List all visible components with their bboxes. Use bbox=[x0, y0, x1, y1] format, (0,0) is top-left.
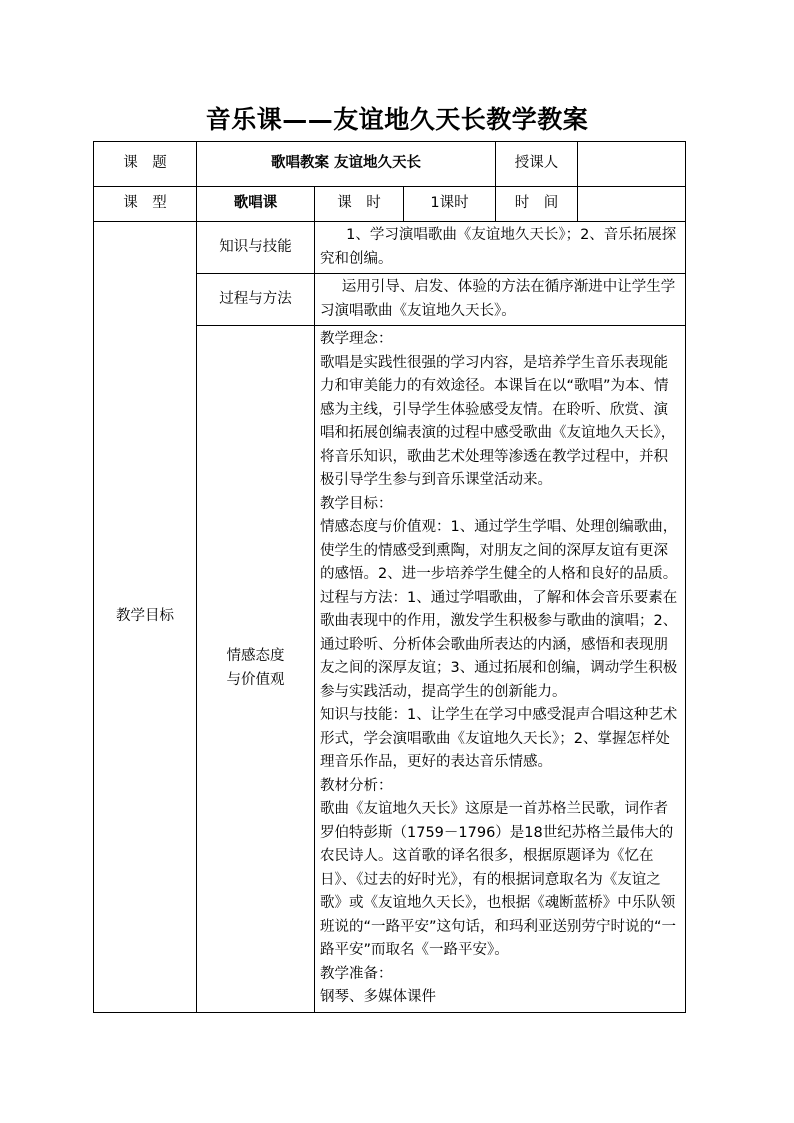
paragraph: 钢琴、多媒体课件 bbox=[320, 989, 436, 1005]
type-label: 课 型 bbox=[94, 187, 197, 222]
paragraph: 教学理念： bbox=[320, 331, 393, 347]
process-label: 过程与方法 bbox=[197, 274, 315, 326]
paragraph: 过程与方法：1、通过学唱歌曲，了解和体会音乐要素在歌曲表现中的作用，激发学生积极参与歌曲的演唱；2、通过聆听、分析体会歌曲所表达的内涵，感悟和表现朋友之间的深厚友谊；3、通过拓展和创编，调动学生积极参与实践活动，提高学生的创新能力。 bbox=[320, 589, 678, 700]
type-row bbox=[94, 187, 686, 222]
time-value bbox=[578, 187, 686, 222]
paragraph: 教学准备： bbox=[320, 965, 393, 982]
document-title: 音乐课——友谊地久天长教学教案 bbox=[205, 105, 589, 134]
hours-label: 课 时 bbox=[315, 187, 404, 222]
process-paragraph: 运用引导、启发、体验的方法在循序渐进中让学生学习演唱歌曲《友谊地久天长》。 bbox=[320, 279, 676, 319]
knowledge-row bbox=[94, 222, 686, 274]
paragraph: 教材分析： bbox=[320, 777, 393, 794]
emotion-label bbox=[197, 326, 315, 1013]
paragraph: 教学目标： bbox=[320, 495, 393, 512]
knowledge-text bbox=[315, 222, 686, 274]
emotion-text bbox=[315, 326, 686, 1013]
topic-row bbox=[94, 142, 686, 187]
emotion-label-line1: 情感态度 bbox=[226, 648, 285, 665]
topic-value: 歌唱教案 友谊地久天长 bbox=[197, 142, 496, 187]
emotion-label-line2: 与价值观 bbox=[226, 671, 285, 688]
process-text bbox=[315, 274, 686, 326]
paragraph: 歌唱是实践性很强的学习内容，是培养学生音乐表现能力和审美能力的有效途径。本课旨在以“歌唱”为本、情感为主线，引导学生体验感受友情。在聆听、欣赏、演唱和拓展创编表演的过程中感受歌曲《友谊地久天长》，将音乐知识，歌曲艺术处理等渗透在教学过程中，并积极引导学生参与到音乐课堂活动来。 bbox=[320, 354, 676, 488]
knowledge-label: 知识与技能 bbox=[197, 222, 315, 274]
time-label: 时 间 bbox=[496, 187, 578, 222]
goals-label: 教学目标 bbox=[94, 222, 197, 1013]
topic-label: 课 题 bbox=[94, 142, 197, 187]
teacher-label: 授课人 bbox=[496, 142, 578, 187]
paragraph: 知识与技能：1、让学生在学习中感受混声合唱这种艺术形式，学会演唱歌曲《友谊地久天长》；2、掌握怎样处理音乐作品，更好的表达音乐情感。 bbox=[320, 707, 678, 770]
type-value: 歌唱课 bbox=[197, 187, 315, 222]
paragraph: 歌曲《友谊地久天长》这原是一首苏格兰民歌，词作者罗伯特彭斯（1759－1796）是18世纪苏格兰最伟大的农民诗人。这首歌的译名很多，根据原题译为《忆在日》、《过去的好时光》，有的根据词意取名为《友谊之歌》或《友谊地久天长》，也根据《魂断蓝桥》中乐队领班说的“一路平安”这句话，和玛利亚送别劳宁时说的“一路平安”而取名《一路平安》。 bbox=[320, 801, 677, 958]
paragraph: 情感态度与价值观：1、通过学生学唱、处理创编歌曲，使学生的情感受到熏陶，对朋友之间的深厚友谊有更深的感悟。2、进一步培养学生健全的人格和良好的品质。 bbox=[320, 519, 678, 582]
lesson-plan-table bbox=[93, 141, 686, 1013]
knowledge-paragraph: 1、学习演唱歌曲《友谊地久天长》；2、音乐拓展探究和创编。 bbox=[320, 227, 677, 267]
teacher-value bbox=[578, 142, 686, 187]
hours-value: 1课时 bbox=[404, 187, 496, 222]
